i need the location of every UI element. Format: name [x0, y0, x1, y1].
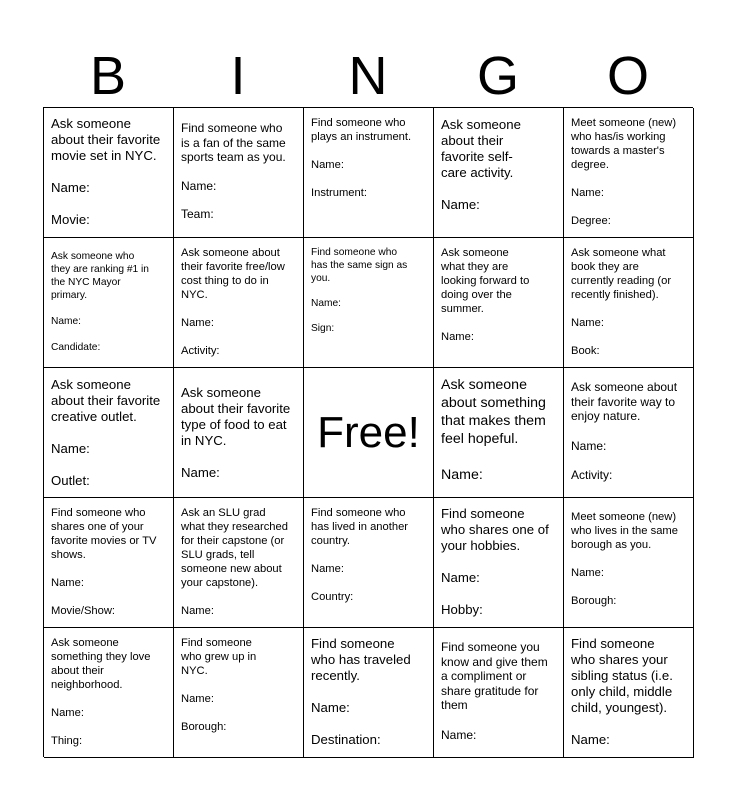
square-text-line: about their favorite: [181, 401, 291, 416]
square-text-line: Name:: [51, 441, 90, 456]
square-text-line: shares one of your: [51, 521, 144, 533]
square-text-line: Name:: [441, 727, 477, 742]
bingo-square[interactable]: [174, 498, 304, 628]
square-text-line: Ask someone: [51, 377, 131, 392]
square-text-line: Name:: [441, 331, 474, 343]
square-text-line: for their capstone (or: [181, 535, 285, 547]
square-text-line: Name:: [571, 438, 607, 453]
header-letter-g: G: [476, 46, 519, 106]
bingo-square[interactable]: [564, 238, 694, 368]
square-text-line: who has/is working: [571, 131, 666, 143]
square-text-line: Hobby:: [441, 602, 483, 617]
square-text-line: about something: [441, 395, 546, 411]
square-text-line: borough as you.: [571, 539, 652, 551]
square-text-line: type of food to eat: [181, 417, 287, 432]
header-letter-i: I: [230, 46, 246, 106]
square-text-line: doing over the: [441, 289, 512, 301]
square-text-line: their favorite free/low: [181, 261, 285, 273]
square-text-line: Movie/Show:: [51, 605, 116, 617]
bingo-square[interactable]: [304, 108, 434, 238]
square-text-line: Find someone who: [311, 117, 406, 129]
square-text-line: who shares your: [571, 652, 668, 667]
square-text-line: Instrument:: [311, 187, 367, 199]
square-text-line: Destination:: [311, 732, 381, 747]
square-text-line: Name:: [571, 732, 610, 747]
square-text-line: who shares one of: [441, 522, 549, 537]
square-text-line: Ask an SLU grad: [181, 507, 266, 519]
bingo-square[interactable]: [434, 108, 564, 238]
square-text-line: their favorite way to: [571, 394, 676, 409]
bingo-square[interactable]: [564, 628, 694, 758]
square-text-line: Name:: [181, 465, 220, 480]
square-text-line: Find someone: [571, 636, 655, 651]
square-text-line: cost thing to do in: [181, 275, 269, 287]
square-text-line: Find someone: [441, 506, 525, 521]
square-text-line: a compliment or: [441, 669, 527, 683]
square-text-line: Name:: [441, 570, 480, 585]
bingo-square[interactable]: [44, 238, 174, 368]
bingo-square[interactable]: [564, 108, 694, 238]
square-text-line: enjoy nature.: [571, 409, 641, 423]
square-text-line: has lived in another: [311, 521, 409, 533]
square-text-line: NYC.: [181, 289, 208, 301]
square-text-line: currently reading (or: [571, 275, 672, 287]
square-text-line: about their favorite: [51, 132, 161, 147]
square-text-line: Name:: [51, 180, 90, 195]
square-text-line: Name:: [51, 707, 84, 719]
square-text-line: Find someone: [181, 637, 252, 649]
square-text-line: Name:: [181, 178, 217, 193]
header-letter-n: N: [348, 46, 388, 106]
bingo-square[interactable]: [304, 628, 434, 758]
square-text-line: Name:: [311, 563, 344, 575]
square-text-line: summer.: [441, 303, 484, 315]
square-text-line: Activity:: [571, 468, 613, 482]
bingo-square[interactable]: [434, 498, 564, 628]
square-text-line: plays an instrument.: [311, 131, 412, 143]
square-text-line: Ask someone about: [571, 380, 678, 394]
square-text-line: creative outlet.: [51, 409, 137, 424]
square-text-line: Ask someone: [441, 247, 509, 259]
bingo-square[interactable]: [174, 628, 304, 758]
square-text-line: they are ranking #1 in: [51, 264, 149, 275]
square-text-line: Name:: [311, 298, 342, 309]
square-text-line: recently finished).: [571, 289, 659, 301]
square-text-line: Ask someone about: [181, 247, 280, 259]
square-text-line: favorite self-: [441, 149, 513, 164]
square-text-line: Thing:: [51, 735, 83, 747]
square-text-line: Candidate:: [51, 342, 101, 353]
square-text-line: Book:: [571, 345, 600, 357]
bingo-square[interactable]: [434, 368, 564, 498]
square-text-line: share gratitude for: [441, 683, 539, 698]
square-text-line: Borough:: [571, 595, 617, 607]
square-text-line: Name:: [441, 467, 483, 483]
square-text-line: Name:: [571, 317, 604, 329]
square-text-line: Name:: [181, 693, 214, 705]
square-text-line: Meet someone (new): [571, 117, 677, 129]
square-text-line: Ask someone: [181, 385, 261, 400]
square-text-line: what they are: [441, 261, 509, 273]
square-text-line: about their: [441, 133, 504, 148]
square-text-line: towards a master's: [571, 145, 665, 157]
header-letter-o: O: [606, 46, 649, 106]
bingo-square[interactable]: [44, 498, 174, 628]
square-text-line: Find someone you: [441, 640, 540, 654]
square-text-line: Movie:: [51, 212, 90, 227]
square-text-line: Find someone: [311, 636, 395, 651]
bingo-square[interactable]: [434, 628, 564, 758]
square-text-line: about their favorite: [51, 393, 161, 408]
square-text-line: Ask someone what: [571, 247, 666, 259]
square-text-line: Name:: [181, 605, 214, 617]
free-label: Free!: [317, 407, 420, 457]
square-text-line: looking forward to: [441, 275, 530, 287]
square-text-line: Country:: [311, 591, 354, 603]
bingo-square[interactable]: [564, 368, 694, 498]
square-text-line: know and give them: [441, 654, 548, 669]
square-text-line: something they love: [51, 651, 151, 663]
bingo-square[interactable]: [174, 108, 304, 238]
square-text-line: Name:: [441, 197, 480, 212]
bingo-square[interactable]: [44, 108, 174, 238]
square-text-line: Name:: [571, 187, 604, 199]
square-text-line: your capstone).: [181, 577, 259, 589]
square-text-line: favorite movies or TV: [51, 535, 157, 547]
square-text-line: Find someone who: [311, 247, 398, 258]
square-text-line: Find someone who: [311, 507, 406, 519]
square-text-line: sports team as you.: [181, 150, 286, 164]
square-text-line: Ask someone: [51, 637, 119, 649]
square-text-line: Ask someone who: [51, 251, 135, 262]
square-text-line: them: [441, 698, 468, 712]
square-text-line: has the same sign as: [311, 260, 408, 271]
square-text-line: recently.: [311, 668, 360, 683]
square-text-line: Name:: [51, 577, 84, 589]
bingo-square[interactable]: [304, 498, 434, 628]
bingo-grid: [43, 107, 693, 757]
square-text-line: who lives in the same: [571, 525, 678, 537]
square-text-line: primary.: [51, 290, 88, 301]
bingo-square[interactable]: [174, 368, 304, 498]
square-text-line: sibling status (i.e.: [571, 668, 673, 683]
square-text-line: Borough:: [181, 721, 227, 733]
square-text-line: who has traveled: [311, 652, 411, 667]
square-text-line: SLU grads, tell: [181, 549, 255, 561]
square-text-line: your hobbies.: [441, 538, 521, 553]
free-square[interactable]: [304, 368, 434, 498]
square-text-line: shows.: [51, 549, 86, 561]
square-text-line: Outlet:: [51, 473, 90, 488]
square-text-line: is a fan of the same: [181, 135, 286, 150]
square-text-line: Name:: [571, 567, 604, 579]
square-text-line: Name:: [181, 317, 214, 329]
square-text-line: only child, middle: [571, 684, 673, 699]
square-text-line: country.: [311, 535, 350, 547]
square-text-line: Ask someone: [441, 117, 521, 132]
bingo-square[interactable]: [44, 368, 174, 498]
square-text-line: Degree:: [571, 215, 611, 227]
square-text-line: book they are: [571, 261, 639, 273]
square-text-line: Ask someone: [51, 116, 131, 131]
square-text-line: Activity:: [181, 345, 220, 357]
square-text-line: you.: [311, 273, 331, 284]
square-text-line: movie set in NYC.: [51, 148, 157, 163]
bingo-header: [43, 46, 693, 106]
square-text-line: feel hopeful.: [441, 431, 519, 447]
square-text-line: Name:: [311, 700, 350, 715]
square-text-line: Name:: [51, 316, 82, 327]
bingo-square[interactable]: [564, 498, 694, 628]
square-text-line: neighborhood.: [51, 679, 123, 691]
bingo-square[interactable]: [174, 238, 304, 368]
square-text-line: Name:: [311, 159, 344, 171]
header-letter-b: B: [89, 46, 127, 106]
square-text-line: care activity.: [441, 165, 514, 180]
square-text-line: in NYC.: [181, 433, 227, 448]
square-text-line: Meet someone (new): [571, 511, 677, 523]
square-text-line: degree.: [571, 159, 609, 171]
square-text-line: child, youngest).: [571, 700, 668, 715]
bingo-square[interactable]: [434, 238, 564, 368]
square-text-line: what they researched: [181, 521, 288, 533]
square-text-line: Find someone who: [51, 507, 146, 519]
square-text-line: about their: [51, 665, 104, 677]
bingo-square[interactable]: [44, 628, 174, 758]
square-text-line: someone new about: [181, 563, 282, 575]
square-text-line: who grew up in: [181, 651, 257, 663]
square-text-line: Find someone who: [181, 121, 283, 135]
bingo-square[interactable]: [304, 238, 434, 368]
square-text-line: that makes them: [441, 413, 546, 429]
square-text-line: Ask someone: [441, 377, 527, 393]
square-text-line: Sign:: [311, 323, 335, 334]
square-text-line: NYC.: [181, 665, 208, 677]
square-text-line: Team:: [181, 207, 214, 221]
square-text-line: the NYC Mayor: [51, 277, 121, 288]
